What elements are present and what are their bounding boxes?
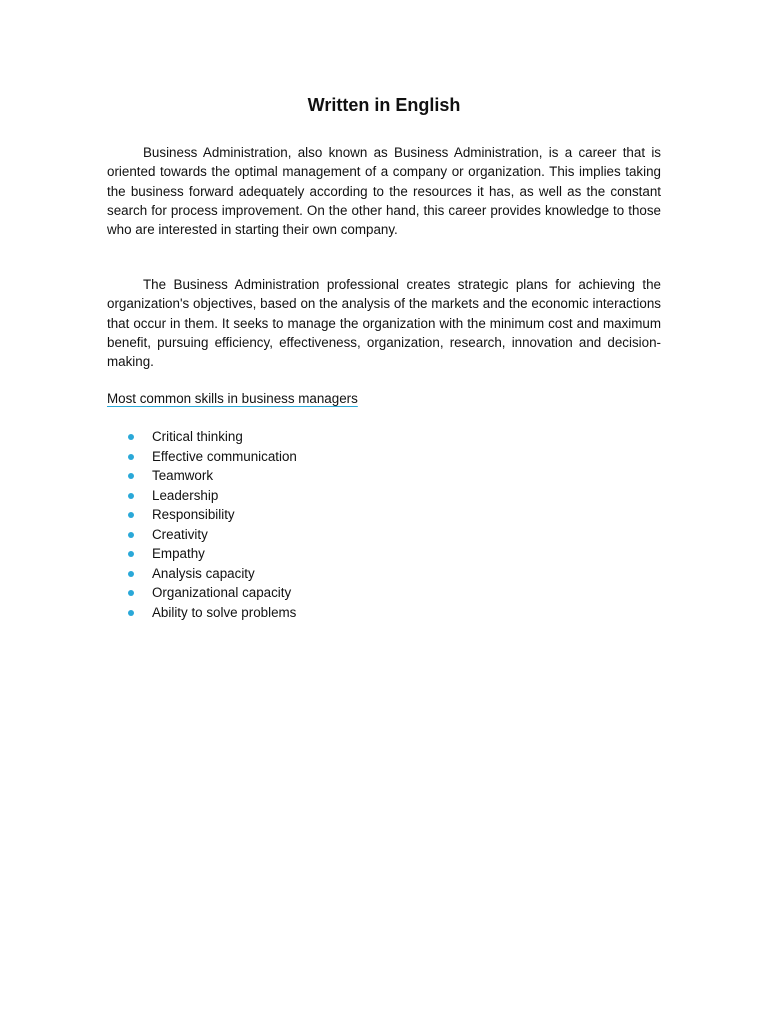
skill-label: Responsibility — [152, 507, 235, 522]
list-item — [107, 583, 297, 603]
list-item — [107, 544, 297, 564]
bullet-dot-icon — [128, 610, 134, 616]
skill-label: Effective communication — [152, 448, 297, 464]
list-item — [107, 486, 297, 506]
skill-label: Leadership — [152, 487, 219, 503]
document-title: Written in English — [307, 95, 461, 115]
bullet-dot-icon — [128, 551, 134, 557]
skill-label: Critical thinking — [152, 429, 243, 444]
paragraph-professional: The Business Administration professional creates strategic plans for achieving the organization's objectives, based on the analysis of the markets and the economic interactions that occur in them. It seeks to manage the organization with the minimum cost and maximum benefit, pursuing efficiency, effectiveness, organization, research, innovation and decision-making. — [107, 277, 661, 370]
skill-label: Ability to solve problems — [152, 604, 297, 620]
paragraph-intro: Business Administration, also known as Business Administration, is a career that is oriented towards the optimal management of a company or organization. This implies taking the business forward adequately according to the resources it has, as well as the constant search for process improvement. On the other hand, this career provides knowledge to those who are interested in starting their own company. — [107, 145, 661, 238]
skill-label: Creativity — [152, 526, 208, 542]
bullet-dot-icon — [128, 590, 134, 596]
list-item — [107, 427, 297, 447]
bullet-dot-icon — [128, 454, 134, 460]
list-item — [107, 564, 297, 584]
skill-label: Empathy — [152, 546, 205, 561]
skills-list — [107, 427, 297, 622]
skill-label: Teamwork — [152, 468, 214, 483]
bullet-dot-icon — [128, 473, 134, 479]
bullet-dot-icon — [128, 493, 134, 499]
skill-label: Organizational capacity — [152, 585, 292, 600]
bullet-dot-icon — [128, 571, 134, 577]
bullet-dot-icon — [128, 434, 134, 440]
list-item — [107, 603, 297, 623]
list-item — [107, 447, 297, 467]
list-item — [107, 505, 297, 525]
skill-label: Analysis capacity — [152, 565, 255, 581]
bullet-dot-icon — [128, 532, 134, 538]
bullet-dot-icon — [128, 512, 134, 518]
skills-section-heading: Most common skills in business managers — [107, 391, 358, 406]
list-item — [107, 525, 297, 545]
list-item — [107, 466, 297, 486]
